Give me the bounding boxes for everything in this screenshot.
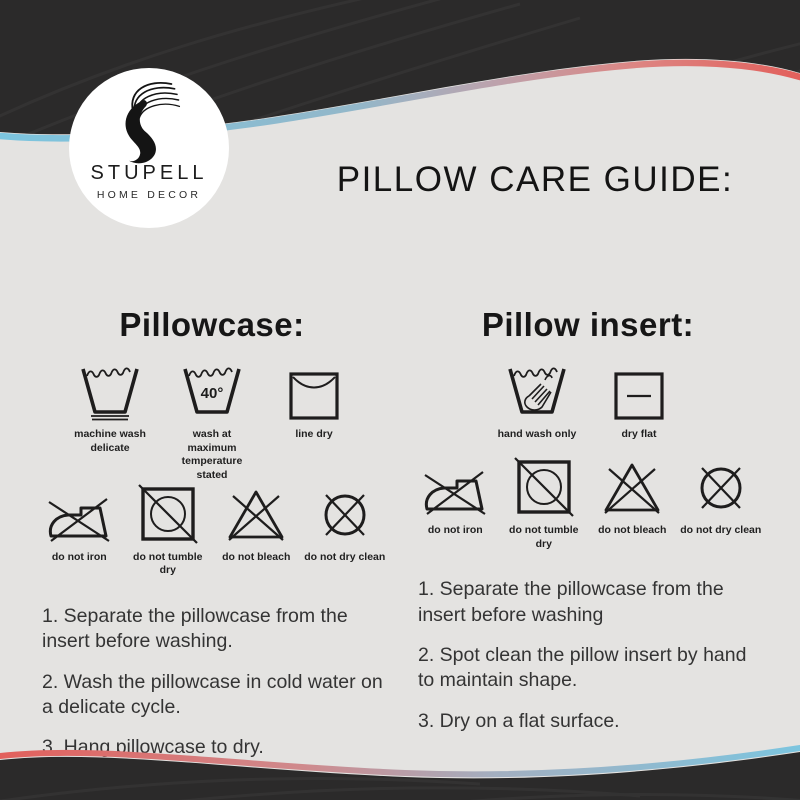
column-pillowcase [38,306,386,776]
pillow-insert-steps [414,577,762,734]
pillow-insert-icon-row-2 [414,460,762,551]
pillowcase-steps [38,604,386,761]
do-not-tumble-dry-symbol [503,460,586,551]
do-not-tumble-dry-icon [137,487,199,545]
do-not-tumble-dry-icon [513,460,575,518]
hand-wash-only-icon [504,364,570,422]
wash-40-icon [179,364,245,422]
care-label: do not dry clean [680,524,762,536]
footer-wave [0,744,800,800]
line-dry-icon [288,364,340,422]
do-not-bleach-icon [225,487,287,545]
do-not-iron-icon [46,487,112,545]
step-item: 1. Separate the pillowcase from the insert before washing. [42,604,348,653]
step-item: 3. Hang pillowcase to dry. [42,736,264,759]
pillow-insert-heading: Pillow insert: [481,306,695,343]
care-columns [0,306,800,776]
step-item: 3. Dry on a flat surface. [418,709,620,732]
do-not-dry-clean-icon [690,460,752,518]
hand-wash-only-symbol [494,364,580,442]
do-not-iron-symbol [38,487,121,565]
do-not-dry-clean-symbol [680,460,763,538]
brand-name: STUPELL [90,162,208,184]
do-not-bleach-symbol [591,460,674,538]
care-label: do not iron [51,550,107,563]
do-not-dry-clean-symbol [304,487,387,565]
stupell-s-icon [108,76,190,164]
pillowcase-icon-row-1 [38,364,386,483]
do-not-bleach-icon [601,460,663,518]
pillowcase-heading: Pillowcase: [119,306,305,343]
care-label: do not dry clean [304,550,386,563]
do-not-bleach-symbol [215,487,298,565]
brand-tagline: HOME DECOR [96,189,202,201]
do-not-iron-icon [422,460,488,518]
pillowcase-icon-row-2 [38,487,386,578]
care-label: machine wash delicate [74,428,146,454]
care-label: do not bleach [598,524,667,536]
care-label: do not tumble dry [133,550,203,577]
dry-flat-symbol [596,364,682,442]
footer-wave-shape [0,752,800,800]
do-not-dry-clean-icon [314,487,376,545]
wash-temperature-value: 40° [200,385,224,402]
dry-flat-icon [613,364,665,422]
care-label: wash at maximum temperature stated [181,428,243,481]
pillow-insert-icon-row-1 [414,364,762,456]
machine-wash-delicate-icon [77,364,143,422]
do-not-tumble-dry-symbol [127,487,210,578]
wash-40-symbol [169,364,255,483]
care-label: do not iron [427,524,483,536]
brand-logo [69,68,229,228]
line-dry-symbol [271,364,357,442]
step-item: 2. Spot clean the pillow insert by hand to maintain shape. [418,643,747,692]
page-title: PILLOW CARE GUIDE: [336,160,734,199]
step-item: 2. Wash the pillowcase in cold water on a delicate cycle. [42,670,383,718]
machine-wash-delicate-symbol [67,364,153,455]
column-pillow-insert [414,306,762,776]
care-label: do not tumble dry [509,524,579,550]
care-label: hand wash only [497,428,577,440]
do-not-iron-symbol [414,460,497,538]
care-label: do not bleach [222,550,291,563]
step-item: 1. Separate the pillowcase from the insert before washing [418,578,724,626]
care-label: dry flat [621,428,657,440]
care-label: line dry [295,428,333,440]
